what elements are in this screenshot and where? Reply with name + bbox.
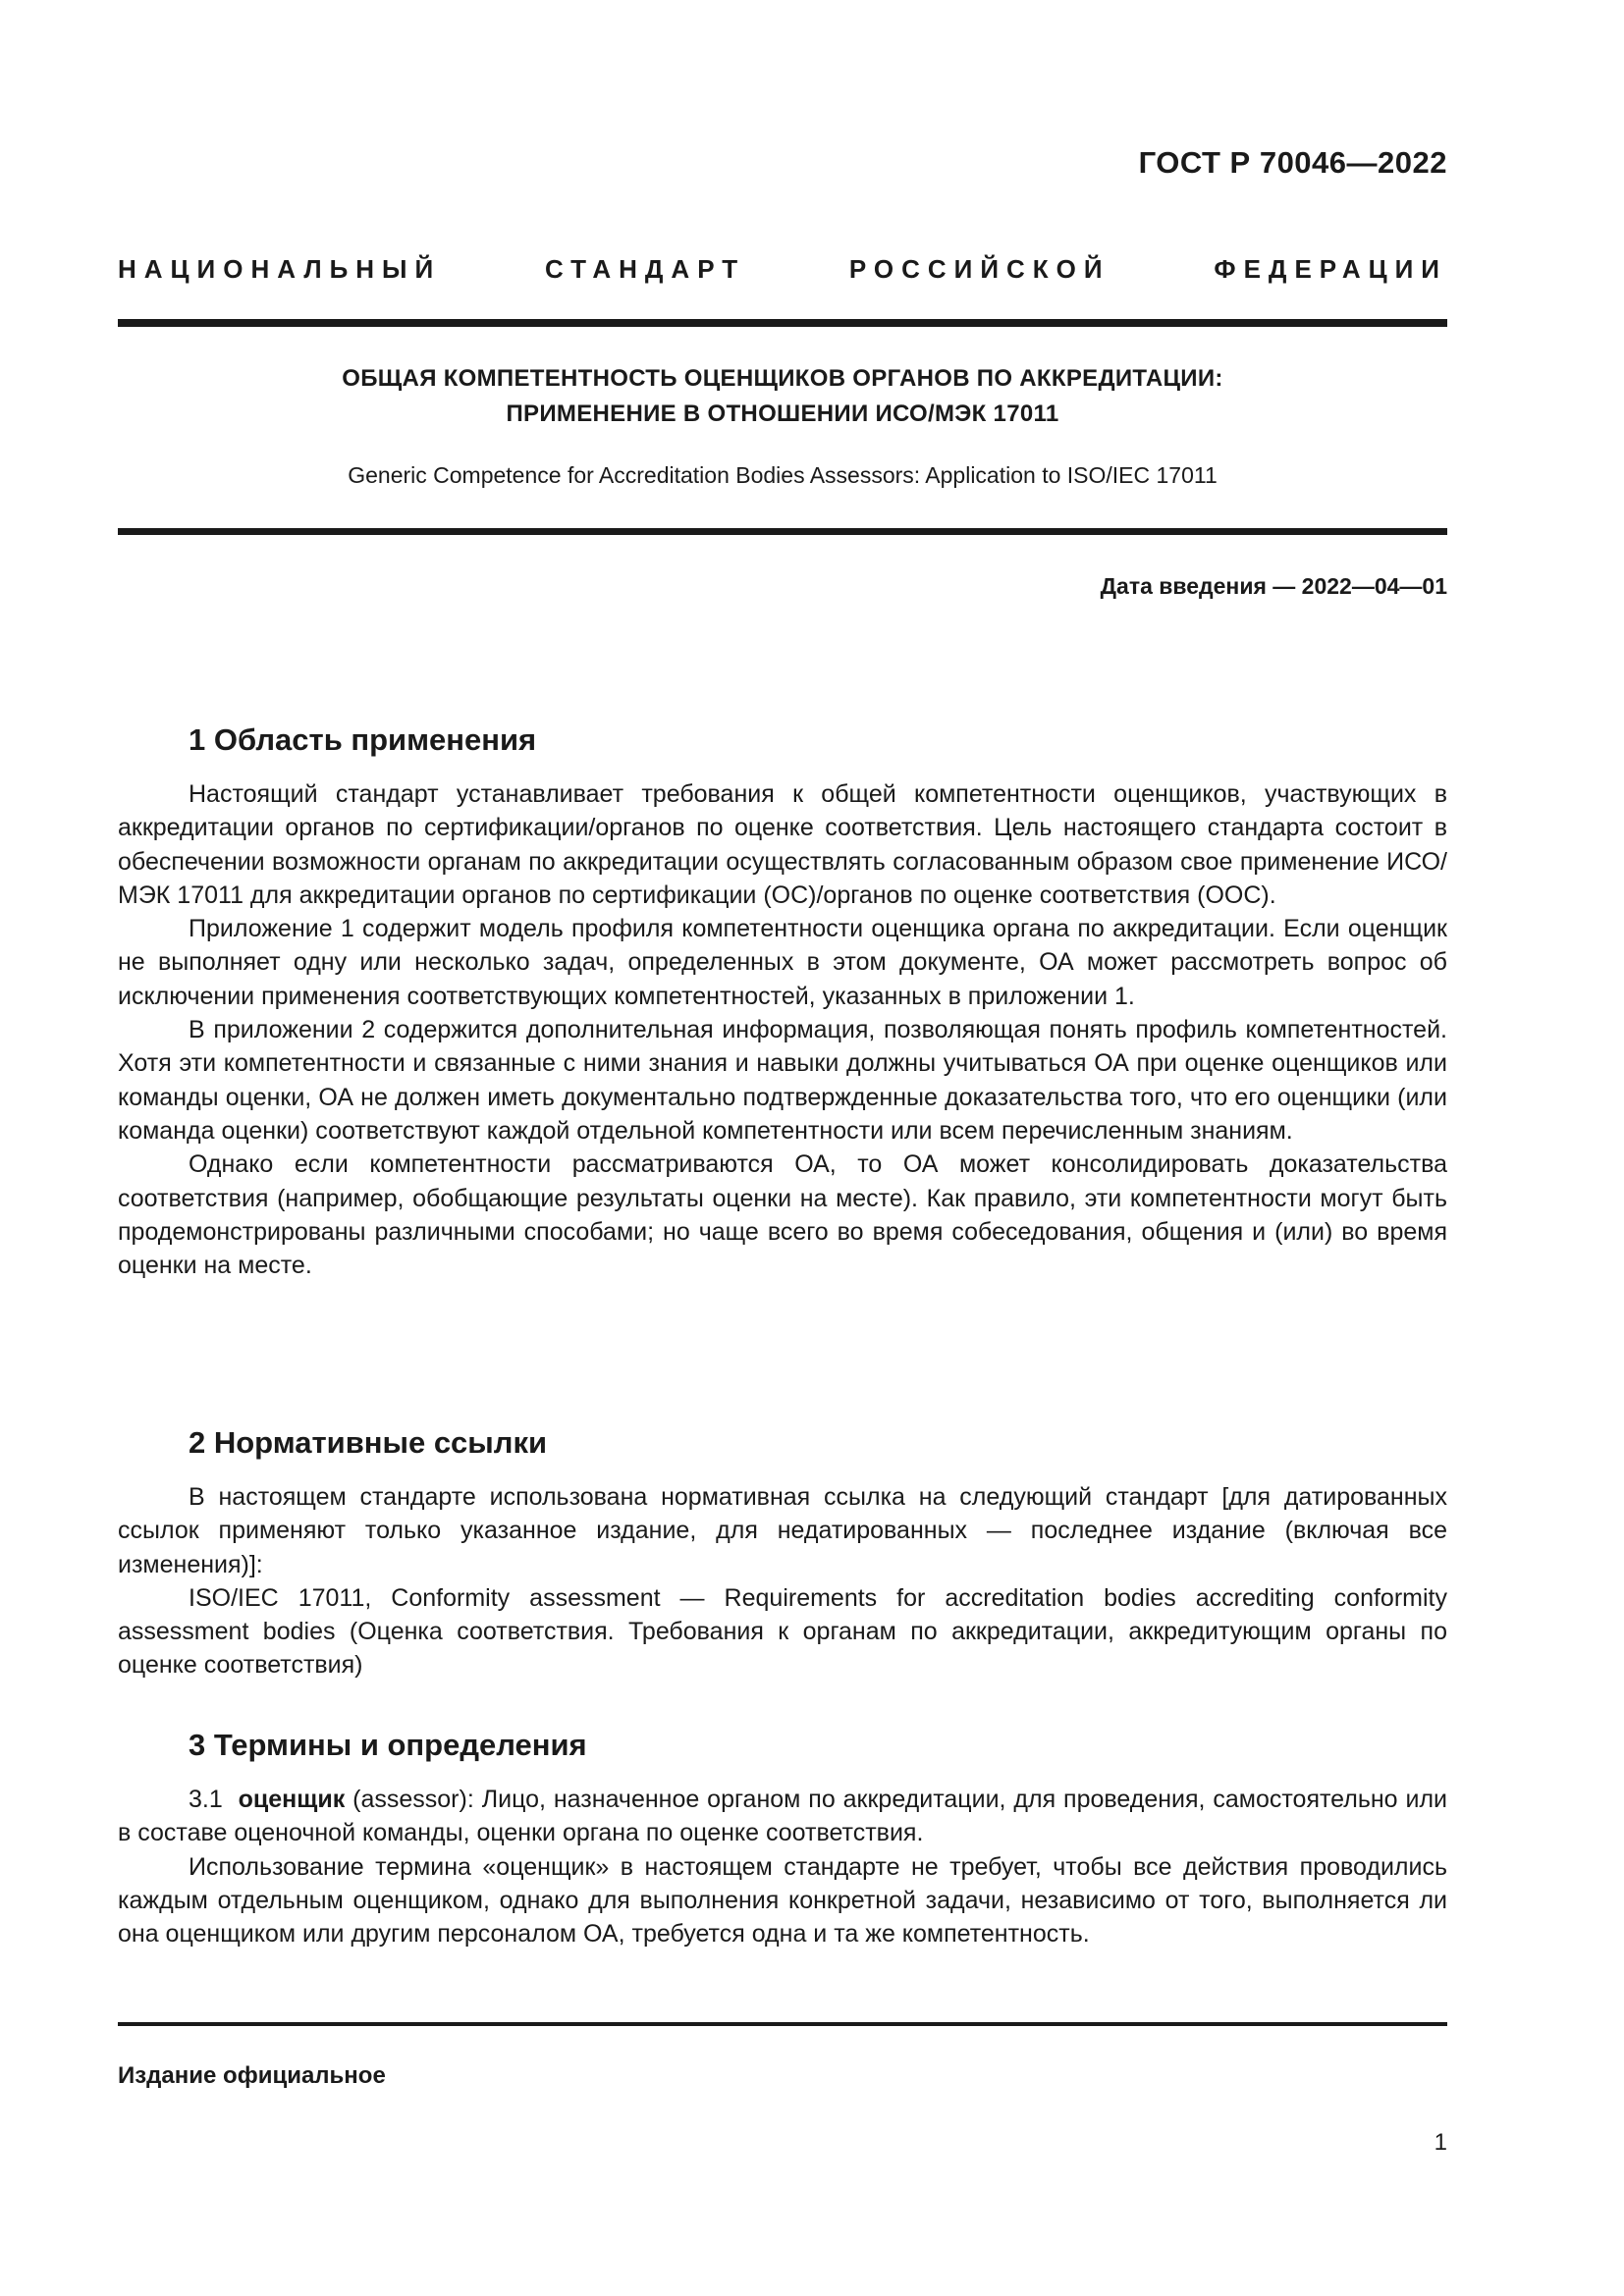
- document-number: ГОСТ Р 70046—2022: [1138, 145, 1447, 180]
- section-heading: 1 Область применения: [189, 722, 537, 757]
- document-title: [118, 361, 1447, 432]
- section-scope: [118, 721, 1447, 1282]
- title-line-2: ПРИМЕНЕНИЕ В ОТНОШЕНИИ ИСО/МЭК 17011: [506, 400, 1059, 427]
- title-divider: [118, 528, 1447, 535]
- top-divider: [118, 319, 1447, 327]
- footer-divider: [118, 2022, 1447, 2026]
- title-line-1: ОБЩАЯ КОМПЕТЕНТНОСТЬ ОЦЕНЩИКОВ ОРГАНОВ ПО АККРЕДИТАЦИИ:: [342, 365, 1223, 392]
- term-number: 3.1: [189, 1786, 223, 1813]
- paragraph: В приложении 2 содержится дополнительная информация, позволяющая понять профиль компетентностей. Хотя эти компетентности и связанные с ними знания и навыки должны учитываться ОА при оценке оценщиков или команды оценки, ОА не должен иметь документально подтвержденные доказательства того, что его оценщики (или команда оценки) соответствуют каждой отдельной компетентности или всем перечисленным знаниям.: [118, 1016, 1447, 1145]
- section-heading: 2 Нормативные ссылки: [189, 1425, 548, 1460]
- english-title: Generic Competence for Accreditation Bodies Assessors: Application to ISO/IEC 17011: [348, 462, 1218, 488]
- introduction-date: Дата введения — 2022—04—01: [1100, 573, 1447, 599]
- paragraph: В настоящем стандарте использована нормативная ссылка на следующий стандарт [для датированных ссылок применяют только указанное издание, для недатированных — последнее издание (включая все изменения)]:: [118, 1483, 1447, 1578]
- paragraph: Использование термина «оценщик» в настоящем стандарте не требует, чтобы все действия проводились каждым отдельным оценщиком, однако для выполнения конкретной задачи, независимо от того, выполняется ли она оценщиком или другим персоналом ОА, требуется одна и та же компетентность.: [118, 1852, 1447, 1949]
- paragraph: Приложение 1 содержит модель профиля компетентности оценщика органа по аккредитации. Если оценщик не выполняет одну или несколько задач, определенных в этом документе, ОА может рассмотреть вопрос об исключении применения соответствующих компетентностей, указанных в приложении 1.: [118, 915, 1447, 1010]
- term: оценщик: [238, 1786, 346, 1813]
- term-definition: [118, 1783, 1447, 1850]
- national-standard-banner: НАЦИОНАЛЬНЫЙ СТАНДАРТ РОССИЙСКОЙ ФЕДЕРАЦИИ: [118, 254, 1447, 284]
- paragraph: Настоящий стандарт устанавливает требования к общей компетентности оценщиков, участвующих в аккредитации органов по сертификации/органов по оценке соответствия. Цель настоящего стандарта состоит в обеспечении возможности органам по аккредитации осуществлять согласованным образом свое применение ИСО/МЭК 17011 для аккредитации органов по сертификации (ОС)/органов по оценке соответствия (ООС).: [118, 780, 1447, 909]
- reference-entry: ISO/IEC 17011, Conformity assessment — Requirements for accreditation bodies accrediting conformity assessment bodies (Оценка соответствия. Требования к органам по аккредитации, аккредитующим органы по оценке соответствия): [118, 1583, 1447, 1680]
- official-edition-label: Издание официальное: [118, 2062, 386, 2089]
- paragraph: Однако если компетентности рассматриваются ОА, то ОА может консолидировать доказательства соответствия (например, обобщающие результаты оценки на месте). Как правило, эти компетентности могут быть продемонстрированы различными способами; но чаще всего во время собеседования, общения и (или) во время оценки на месте.: [118, 1150, 1447, 1280]
- term-definition-text: (assessor): Лицо, назначенное органом по аккредитации, для проведения, самостоятельно или в составе оценочной команды, оценки органа по оценке соответствия.: [118, 1786, 1447, 1847]
- section-heading: 3 Термины и определения: [189, 1728, 587, 1762]
- section-normative-references: [118, 1423, 1447, 1682]
- page-number: 1: [1434, 2129, 1447, 2156]
- section-terms-definitions: [118, 1726, 1447, 1950]
